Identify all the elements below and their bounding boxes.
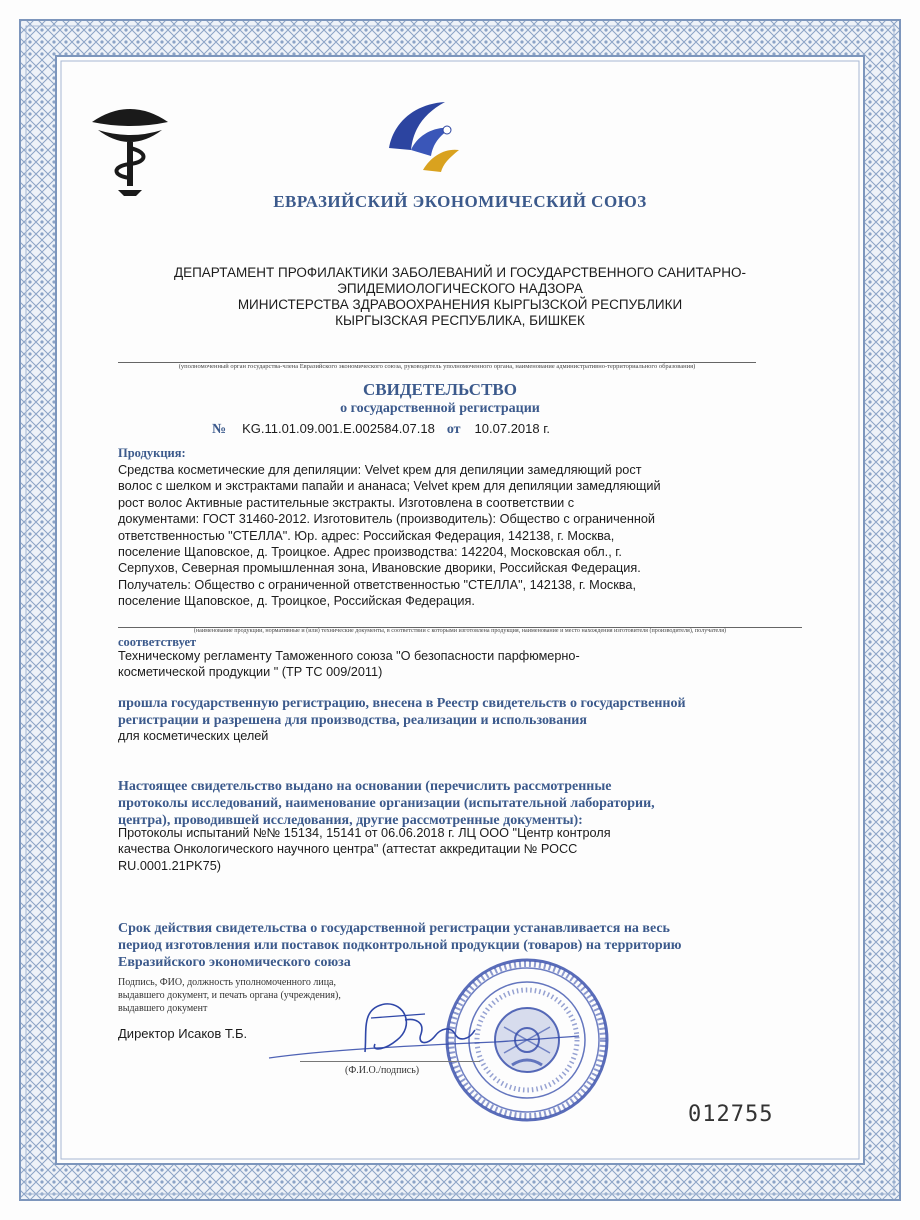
basis-value-line: качества Онкологического научного центра" (аттестат аккредитации № РОСС [118, 842, 578, 857]
basis-line: Настоящее свидетельство выдано на основании (перечислить рассмотренные [118, 779, 612, 794]
union-title: ЕВРАЗИЙСКИЙ ЭКОНОМИЧЕСКИЙ СОЮЗ [273, 192, 647, 211]
product-line: рост волос Активные растительные экстракты. Изготовлена в соответствии с [118, 495, 575, 510]
signature-caption-line: выдавшего документ, и печать органа (учреждения), [118, 990, 341, 1001]
authority-line: КЫРГЫЗСКАЯ РЕСПУБЛИКА, БИШКЕК [335, 313, 585, 328]
basis-value-line: RU.0001.21PK75) [118, 858, 221, 873]
basis-documents [118, 825, 611, 874]
serial-number: 012755 [688, 1102, 774, 1127]
fio-caption: (Ф.И.О./подпись) [345, 1065, 420, 1076]
authority-line: ЭПИДЕМИОЛОГИЧЕСКОГО НАДЗОРА [337, 281, 583, 296]
certificate-title: СВИДЕТЕЛЬСТВО [363, 380, 517, 399]
compliance-label: соответствует [118, 635, 197, 649]
eaeu-logo-icon [383, 96, 463, 174]
basis-line: протоколы исследований, наименование организации (испытательной лаборатории, [118, 796, 655, 811]
certificate-subtitle: о государственной регистрации [340, 401, 540, 416]
compliance-line: косметической продукции " (ТР ТС 009/2011) [118, 665, 383, 680]
product-label: Продукция: [118, 446, 186, 460]
number-label: № [212, 422, 227, 437]
compliance-text [118, 648, 580, 681]
authority-caption: (уполномоченный орган государства-члена Евразийского экономического союза, руководитель уполномоченного органа, наименование административно-территориального образования) [178, 363, 696, 370]
registration-line: регистрации и разрешена для производства, реализации и использования [118, 713, 587, 728]
product-line: документами: ГОСТ 31460-2012. Изготовитель (производитель): Общество с ограниченной [118, 512, 655, 527]
validity-line: Евразийского экономического союза [118, 955, 351, 970]
product-caption: (наименование продукции, нормативные и (или) технические документы, в соответствии с которыми изготовлена продукция, наименование и место нахождения изготовителя (производителя), получателя) [193, 628, 727, 634]
product-line: ответственностью "СТЕЛЛА". Юр. адрес: Российская Федерация, 142138, г. Москва, [118, 528, 615, 543]
registration-purpose: для косметических целей [118, 729, 269, 743]
signatory-name: Директор Исаков Т.Б. [118, 1026, 248, 1041]
product-line: Получатель: Общество с ограниченной ответственностью "СТЕЛЛА", 142138, г. Москва, [118, 577, 636, 592]
validity-line: период изготовления или поставок подконтрольной продукции (товаров) на территорию [118, 938, 682, 953]
basis-heading [118, 778, 655, 829]
signature-caption-line: Подпись, ФИО, должность уполномоченного лица, [118, 977, 336, 988]
registration-statement [118, 695, 686, 729]
signature-line [300, 1061, 480, 1062]
product-line: Серпухов, Северная промышленная зона, Ивановские дворики, Российская Федерация. [118, 561, 641, 576]
certificate-number: KG.11.01.09.001.E.002584.07.18 [242, 421, 435, 436]
authority-block [70, 265, 850, 329]
validity-line: Срок действия свидетельства о государственной регистрации устанавливается на весь [118, 921, 670, 936]
compliance-line: Техническому регламенту Таможенного союза "О безопасности парфюмерно- [118, 649, 580, 663]
registration-line: прошла государственную регистрацию, внесена в Реестр свидетельств о государственной [118, 696, 686, 711]
product-description [118, 462, 661, 610]
product-line: поселение Щаповское, д. Троицкое. Адрес производства: 142204, Московская обл., г. [118, 545, 622, 560]
product-line: поселение Щаповское, д. Троицкое, Российская Федерация. [118, 594, 475, 609]
authority-line: ДЕПАРТАМЕНТ ПРОФИЛАКТИКИ ЗАБОЛЕВАНИЙ И ГОСУДАРСТВЕННОГО САНИТАРНО- [173, 265, 747, 280]
product-line: Средства косметические для депиляции: Velvet крем для депиляции замедляющий рост [118, 463, 642, 477]
certificate-number-row [212, 420, 550, 438]
date-label: от [446, 422, 461, 437]
basis-value-line: Протоколы испытаний №№ 15134, 15141 от 06.06.2018 г. ЛЦ ООО "Центр контроля [118, 826, 611, 840]
signature-caption-line: выдавшего документ [118, 1003, 208, 1014]
bowl-of-hygieia-icon [88, 100, 172, 200]
product-line: волос с шелком и экстрактами папайи и ананаса; Velvet крем для депиляции замедляющий [118, 479, 661, 494]
authority-line: МИНИСТЕРСТВА ЗДРАВООХРАНЕНИЯ КЫРГЫЗСКОЙ РЕСПУБЛИКИ [237, 297, 683, 312]
basis-line: центра), проводившей исследования, другие рассмотренные документы): [118, 813, 583, 828]
certificate-date: 10.07.2018 г. [474, 421, 550, 436]
signature-icon [265, 1000, 585, 1070]
